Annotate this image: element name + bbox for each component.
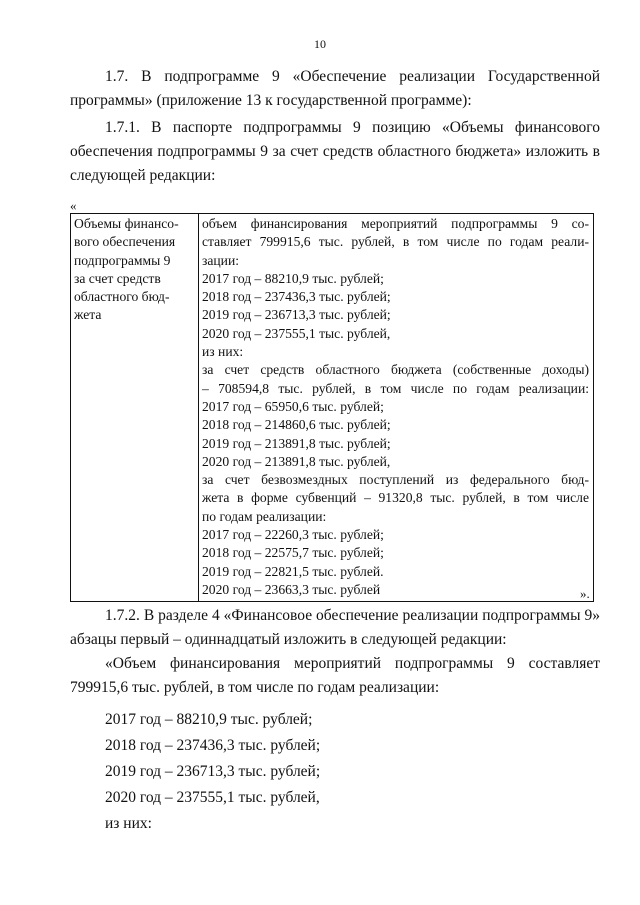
content-line: зации: — [202, 252, 240, 268]
content-line: по годам реализации: — [202, 508, 327, 524]
content-line: 2017 год – 65950,6 тыс. рублей; — [202, 398, 384, 414]
list-item: 2017 год – 88210,9 тыс. рублей; — [105, 711, 313, 728]
content-line: 2018 год – 22575,7 тыс. рублей; — [202, 545, 384, 561]
table-row — [71, 214, 594, 602]
content-line: 2017 год – 88210,9 тыс. рублей; — [202, 270, 384, 286]
label-line: за счет средств — [74, 270, 161, 286]
table-cell-content — [199, 214, 594, 602]
list-item: из них: — [105, 815, 152, 832]
passport-table — [70, 213, 594, 602]
content-line: 2020 год – 237555,1 тыс. рублей, — [202, 325, 391, 341]
content-line: 2018 год – 214860,6 тыс. рублей; — [202, 417, 391, 433]
table-cell-label — [71, 214, 199, 602]
content-line: 2020 год – 23663,3 тыс. рублей — [202, 581, 381, 597]
label-line: жета — [74, 307, 102, 323]
content-line: из них: — [202, 344, 244, 360]
paragraph-1-7: 1.7. В подпрограмме 9 «Обеспечение реализации Государственной программы» (приложение 13 к государственной программе): — [70, 68, 600, 109]
table-close-quote: ». — [580, 586, 590, 601]
paragraph-financing: «Объем финансирования мероприятий подпрограммы 9 составляет 799915,6 тыс. рублей, в том числе по годам реализации: — [70, 655, 600, 696]
content-line: за счет средств областного бюджета (собственные доходы) — [202, 362, 589, 378]
list-item: 2018 год – 237436,3 тыс. рублей; — [105, 737, 321, 754]
label-line: Объемы финансо- — [74, 216, 179, 231]
table-open-quote: « — [70, 198, 77, 213]
content-line: 2018 год – 237436,3 тыс. рублей; — [202, 289, 391, 305]
content-line: объем финансирования мероприятий подпрограммы 9 со- — [202, 216, 589, 231]
content-line: ставляет 799915,6 тыс. рублей, в том числе по годам реали- — [202, 234, 589, 250]
label-line: подпрограммы 9 — [74, 252, 171, 268]
content-line: 2020 год – 213891,8 тыс. рублей, — [202, 453, 391, 469]
content-line: 2019 год – 236713,3 тыс. рублей; — [202, 307, 391, 323]
label-line: вого обеспечения — [74, 234, 176, 250]
list-item: 2019 год – 236713,3 тыс. рублей; — [105, 763, 321, 780]
content-line: 2019 год – 22821,5 тыс. рублей. — [202, 563, 384, 579]
content-line: 2017 год – 22260,3 тыс. рублей; — [202, 527, 384, 543]
content-line: жета в форме субвенций – 91320,8 тыс. рублей, в том числе — [202, 490, 589, 506]
content-line: за счет безвозмездных поступлений из федерального бюд- — [202, 472, 589, 488]
list-item: 2020 год – 237555,1 тыс. рублей, — [105, 789, 320, 806]
page-number: 10 — [314, 37, 326, 51]
paragraph-1-7-1: 1.7.1. В паспорте подпрограммы 9 позицию «Объемы финансового обеспечения подпрограммы 9 за счет средств областного бюджета» изложить в следующей редакции: — [70, 119, 600, 184]
content-line: 2019 год – 213891,8 тыс. рублей; — [202, 435, 391, 451]
label-line: областного бюд- — [74, 289, 170, 305]
paragraph-1-7-2: 1.7.2. В разделе 4 «Финансовое обеспечение реализации подпрограммы 9» абзацы первый – одиннадцатый изложить в следующей редакции: — [70, 607, 600, 648]
content-line: – 708594,8 тыс. рублей, в том числе по годам реализации: — [202, 380, 589, 396]
